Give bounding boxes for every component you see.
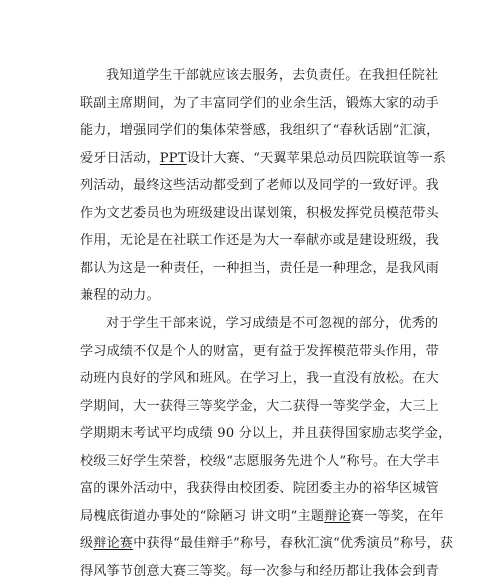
text-line: 兼程的动力。 xyxy=(80,282,430,310)
text-line: 富的课外活动中，我获得由校团委、院团委主办的裕华区城管 xyxy=(80,475,430,503)
text-line: 学习成绩不仅是个人的财富，更有益于发挥模范带头作用，带 xyxy=(80,338,430,366)
text-line xyxy=(80,503,430,531)
paragraph-academic-performance xyxy=(80,310,430,585)
text-segment: 局槐底街道办事处的“除陋习 讲文明”主题 xyxy=(80,509,324,524)
text-line: 作用，无论是在社联工作还是为大一奉献亦或是建设班级，我 xyxy=(80,227,430,255)
text-line: 动班内良好的学风和班风。在学习上，我一直没有放松。在大 xyxy=(80,365,430,393)
underlined-term: 辩论 xyxy=(324,509,351,524)
text-segment: 级 xyxy=(80,536,93,551)
text-line: 校级三好学生荣誉，校级“志愿服务先进个人”称号。在大学丰 xyxy=(80,448,430,476)
text-line: 学期间，大一获得三等奖学金，大二获得一等奖学金，大三上 xyxy=(80,393,430,421)
text-segment: 设计大赛、“天翼苹果总动员四院联谊等一系 xyxy=(187,151,446,166)
text-line: 学期期末考试平均成绩 90 分以上，并且获得国家励志奖学金， xyxy=(80,420,430,448)
underlined-term: PPT xyxy=(160,151,187,166)
text-line xyxy=(80,145,430,173)
text-segment: 赛一等奖，在年 xyxy=(351,509,444,524)
text-line: 都认为这是一种责任，一种担当，责任是一种理念，是我风雨 xyxy=(80,255,430,283)
text-segment: 中获得“最佳辩手”称号，春秋汇演“优秀演员”称号，获 xyxy=(133,536,453,551)
text-line: 得风筝节创意大赛三等奖。每一次参与和经历都让我体会到青 xyxy=(80,558,430,585)
text-line: 列活动，最终这些活动都受到了老师以及同学的一致好评。我 xyxy=(80,172,430,200)
underlined-term: 辩论赛 xyxy=(93,536,133,551)
text-segment: 爱牙日活动， xyxy=(80,151,160,166)
text-line: 对于学生干部来说，学习成绩是不可忽视的部分，优秀的 xyxy=(80,310,430,338)
text-line xyxy=(80,530,430,558)
text-line: 能力，增强同学们的集体荣誉感，我组织了“春秋话剧”汇演， xyxy=(80,117,430,145)
text-line: 联副主席期间，为了丰富同学们的业余生活，锻炼大家的动手 xyxy=(80,90,430,118)
text-line: 我知道学生干部就应该去服务，去负责任。在我担任院社 xyxy=(80,62,430,90)
paragraph-student-leader-service xyxy=(80,62,430,310)
text-line: 作为文艺委员也为班级建设出谋划策，积极发挥党员模范带头 xyxy=(80,200,430,228)
